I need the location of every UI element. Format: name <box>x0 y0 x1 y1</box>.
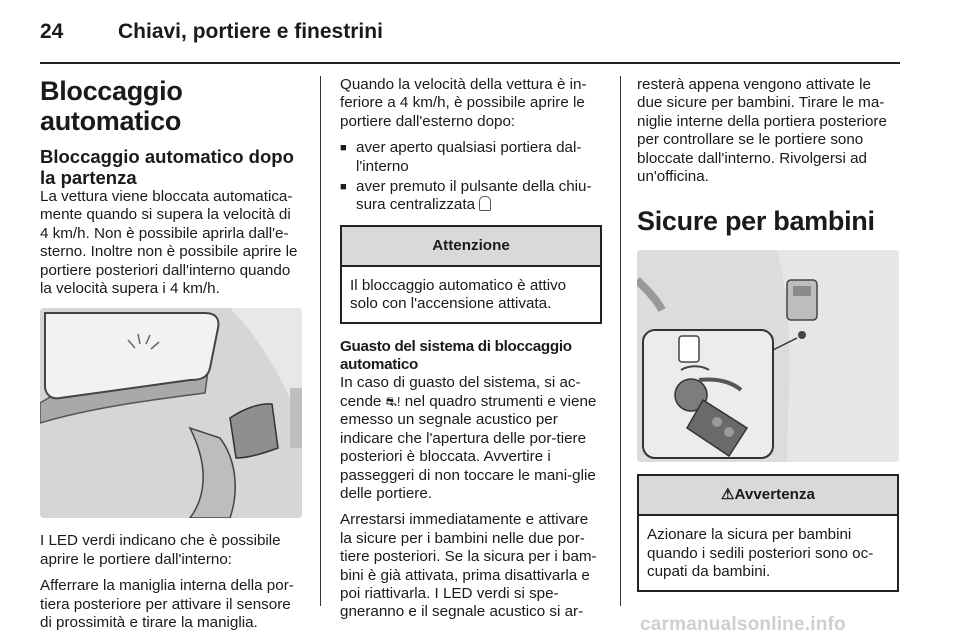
attention-body: Il bloccaggio automatico è attivo solo con l'accensione attivata. <box>350 276 567 313</box>
page-number: 24 <box>40 20 64 43</box>
column-divider <box>620 76 621 606</box>
section-title: Bloccaggio automatico <box>40 76 183 136</box>
column-left <box>40 76 302 640</box>
paragraph: Afferrare la maniglia interna della por-tiera posteriore per attivare il sensore di prossimità e tirare la maniglia. <box>40 577 294 632</box>
header-rule <box>40 62 900 64</box>
section-title: Sicure per bambini <box>637 206 875 237</box>
bullet-item: ■ aver aperto qualsiasi portiera dal-l'interno <box>340 139 602 176</box>
paragraph: resterà appena vengono attivate le due sicure per bambini. Tirare le ma-niglie interne della portiera posteriore per controllare se le portiere sono bloccate dall'interno. Rivolgersi ad un'officina. <box>637 76 887 186</box>
central-lock-icon <box>479 196 491 211</box>
warning-body: Azionare la sicura per bambini quando i sedili posteriori sono oc-cupati da bambini. <box>647 526 874 581</box>
chapter-title: Chiavi, portiere e finestrini <box>118 20 383 43</box>
door-handle-illustration <box>40 308 302 518</box>
bullet-list <box>340 139 602 215</box>
bullet-item: ■ aver premuto il pulsante della chiu-sura centralizzata <box>340 178 602 215</box>
child-lock-illustration <box>637 250 899 462</box>
page-header <box>40 0 900 62</box>
paragraph: Quando la velocità della vettura è in-feriore a 4 km/h, è possibile aprire le portiere dall'esterno dopo: <box>340 76 587 130</box>
column-divider <box>320 76 321 606</box>
fault-heading: Guasto del sistema di bloccaggio automatico <box>340 337 572 374</box>
attention-box <box>340 225 602 324</box>
subsection-title: Bloccaggio automatico dopo la partenza <box>40 146 294 188</box>
warning-box <box>637 474 899 591</box>
paragraph: I LED verdi indicano che è possibile aprire le portiere dall'interno: <box>40 532 281 568</box>
attention-title: Attenzione <box>342 227 600 267</box>
watermark: carmanualsonline.info <box>640 614 846 635</box>
car-warning-icon: ⛐! <box>385 393 401 409</box>
paragraph: La vettura viene bloccata automatica-mente quando si supera la velocità di 4 km/h. Non è possibile aprirla dall'e-sterno. Inoltre non è possibile aprire le portiere posteriori dall'interno quando la velocità supera i 4 km/h. <box>40 188 298 298</box>
column-middle <box>340 76 602 630</box>
paragraph: Arrestarsi immediatamente e attivare la sicure per i bambini nelle due por-tiere posteriori. Se la sicura per i bam-bini è già attivata, prima disattivarla e poi riattivarla. I LED verdi si spe-gneranno e il segnale acustico si ar- <box>340 511 597 621</box>
column-right <box>637 76 899 606</box>
paragraph: In caso di guasto del sistema, si ac-cende ⛐! nel quadro strumenti e viene emesso un segnale acustico per indicare che l'apertura delle por-tiere posteriori è bloccata. Avvertire i passeggeri di non toccare le mani-glie delle portiere. <box>340 374 597 502</box>
warning-title: ⚠Avvertenza <box>639 476 897 516</box>
warning-triangle-icon: ⚠ <box>721 486 735 504</box>
